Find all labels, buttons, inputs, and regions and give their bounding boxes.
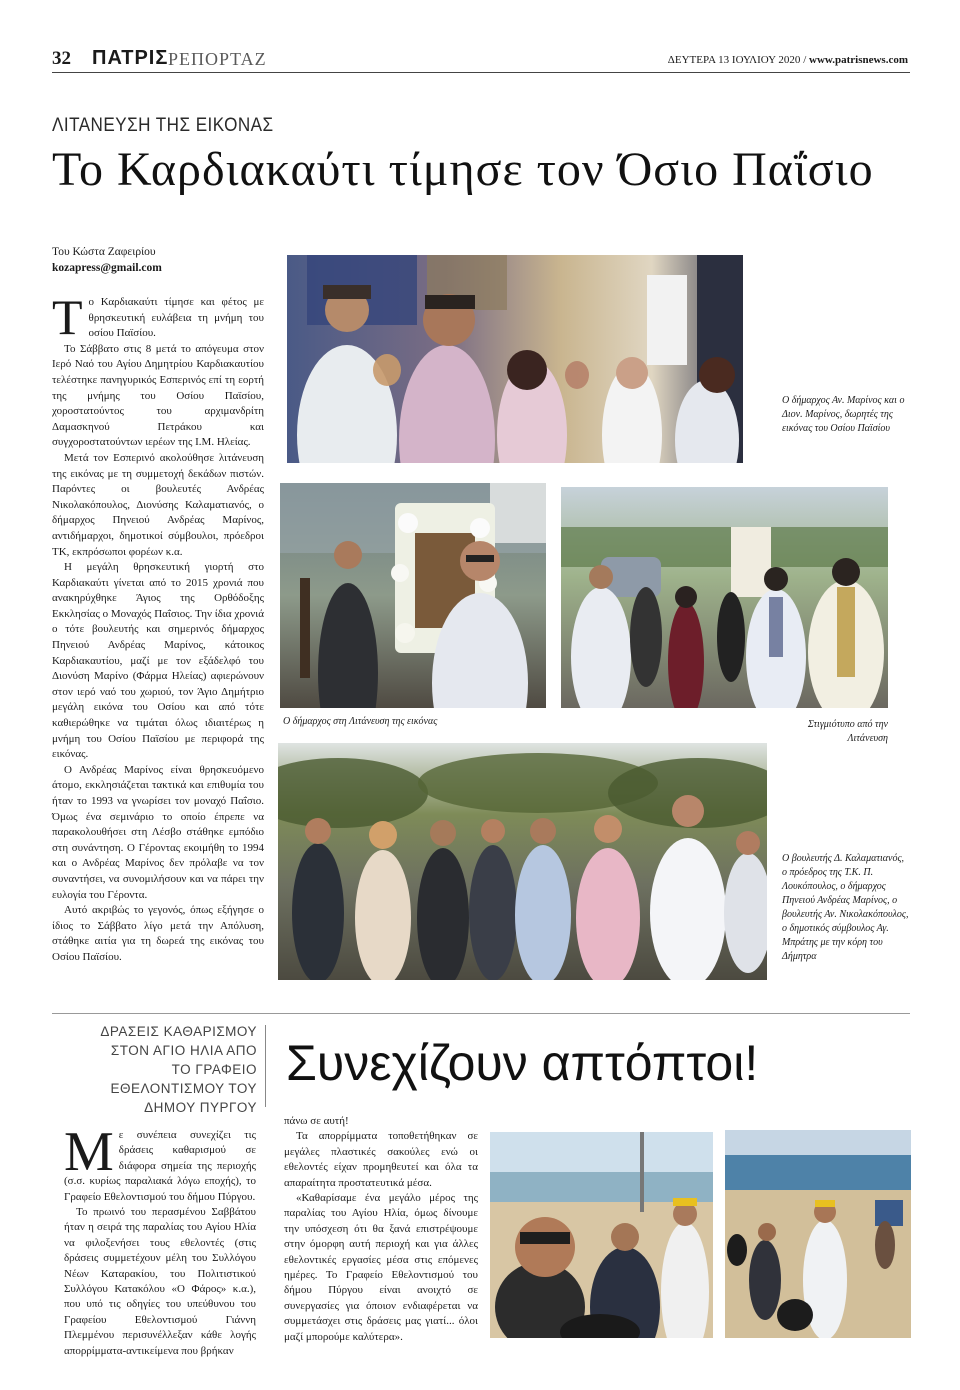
paragraph: Με συνέπεια συνεχίζει τις δράσεις καθαρισμού σε διάφορα σημεία της περιοχής (σ.σ. κυρίως παραλιακά λόγω εποχής), το Γραφείο Εθελοντισμού του δήμου Πύργου. [64, 1121, 256, 1203]
paragraph: Το Καρδιακαύτι τίμησε και φέτος με θρησκευτική ευλάβεια τη μνήμη του οσίου Παϊσίου. [52, 289, 264, 345]
article2-column-a [64, 1121, 256, 1359]
photo1-caption: Ο δήμαρχος Αν. Μαρίνος και ο Διον. Μαρίνος, δωρητές της εικόνας του Οσίου Παϊσίου [782, 395, 905, 434]
header-rule [52, 72, 910, 73]
article2-kicker: ΔΡΑΣΕΙΣ ΚΑΘΑΡΙΣΜΟΥ ΣΤΟΝ ΑΓΙΟ ΗΛΙΑ ΑΠΟ ΤΟ ΓΡΑΦΕΙΟ ΕΘΕΛΟΝΤΙΣΜΟΥ ΤΟΥ ΔΗΜΟΥ ΠΥΡΓΟΥ [100, 1024, 257, 1115]
article2-headline: Συνεχίζουν απτόπτοι! [286, 1035, 759, 1091]
paragraph: Μετά τον Εσπερινό ακολούθησε λιτάνευση της εικόνας με τη συμμετοχή δεκάδων πιστών. Παρόντες οι βουλευτές Ανδρέας Νικολακόπουλος, Διονύσης Καλαματιανός, ο δήμαρχος Πηνειού Ανδρέας Μαρίνος, αντιδήμαρχοι, δημοτικοί σύμβουλοι, πρόεδροι ΤΚ, εκπρόσωποι φορέων κ.α. [52, 451, 264, 558]
section-title: ΡΕΠΟΡΤΑΖ [168, 49, 267, 69]
article1-kicker: ΛΙΤΑΝΕΥΣΗ ΤΗΣ ΕΙΚΟΝΑΣ [52, 115, 274, 136]
article1-byline [52, 244, 162, 276]
article1-headline: Το Καρδιακαύτι τίμησε τον Όσιο Παΐσιο [52, 143, 874, 196]
newspaper-logo: ΠΑΤΡΙΣ [92, 47, 169, 69]
website-link[interactable]: www.patrisnews.com [809, 54, 908, 66]
section-divider [52, 1013, 910, 1014]
page-number: 32 [52, 48, 71, 69]
paragraph: Ο Ανδρέας Μαρίνος είναι θρησκευόμενο άτομο, εκκλησιάζεται τακτικά και επιθυμία του ήταν το 1993 να γνωρίσει τον μοναχό Παΐσιο. Όμως ένα σεμινάριο το οποίο έπρεπε να παρακολουθήσει στη Λέσβο στάθηκε εμπόδιο στη συνάντηση. Ο Γέροντας εκοιμήθη το 1994 και ο Ανδρέας Μαρίνος δεν πρόλαβε να τον συναντήσει, να συνομιλήσουν και να πάρει την ευλογία του Γέροντα. [52, 763, 264, 901]
paragraph: «Καθαρίσαμε ένα μεγάλο μέρος της παραλίας του Αγίου Ηλία, όμως δίνουμε την υπόσχεση ότι θα ξανά επιστρέψουμε στην όμορφη αυτή περιοχή και για άλλες εθελοντικές εργασίες μέσα στις επόμενες ημέρες. Το Γραφείο Εθελοντισμού του δήμου Πύργου είναι ανοιχτό σε συνεργασίες για όποιον ενδιαφέρεται να συμμετάσχει στις δράσεις μας γιατί... όλοι μαζί μπορούμε καλύτερα». [284, 1192, 478, 1343]
photo4-caption: Ο βουλευτής Δ. Καλαματιανός, ο πρόεδρος της Τ.Κ. Π. Λουκόπουλος, ο δήμαρχος Πηνειού Ανδρέας Μαρίνος, ο βουλευτής Αν. Νικολακόπουλος, ο δημοτικός σύμβουλος Αγ. Μπράτης με την κόρη του Δήμητρα [782, 853, 909, 962]
photo-group-officials [278, 743, 767, 980]
photo-beach-cleanup [725, 1130, 911, 1338]
article1-body [52, 289, 264, 966]
author-name: Του Κώστα Ζαφειρίου [52, 246, 156, 258]
photo-icon-procession [280, 483, 546, 708]
dateline: ΔΕΥΤΕΡΑ 13 ΙΟΥΛΙΟΥ 2020 / www.patrisnews.com [667, 54, 908, 66]
dropcap: Τ [52, 289, 83, 345]
paragraph: Το Σάββατο στις 8 μετά το απόγευμα στον Ιερό Ναό του Αγίου Δημητρίου Καρδιακαυτίου τελέστηκε πανηγυρικός Εσπερινός επί τη εορτή της μνήμης του Οσίου Παϊσίου, χοροστατούντος του αρχιμανδρίτη Δαμασκηνού Πετράκου και συγχοροστατούντων ιερέων της Ι.Μ. Ηλείας. [52, 342, 264, 449]
issue-date: ΔΕΥΤΕΡΑ 13 ΙΟΥΛΙΟΥ 2020 [667, 54, 801, 66]
dropcap: Μ [64, 1121, 114, 1183]
paragraph: Αυτό ακριβώς το γεγονός, όπως εξήγησε ο ίδιος το Σάββατο λίγο μετά την Απόλυση, στάθηκε αιτία για τη δωρεά της εικόνας του Οσίου Παϊσίου. [52, 904, 264, 963]
photo-church-interior [287, 255, 743, 463]
photo2-caption: Ο δήμαρχος στη Λιτάνευση της εικόνας [283, 716, 438, 727]
kicker-divider [265, 1025, 266, 1107]
paragraph: πάνω σε αυτή! [284, 1115, 349, 1127]
paragraph: Τα απορρίμματα τοποθετήθηκαν σε μεγάλες πλαστικές σακούλες ενώ οι εθελοντές είχαν προμηθευτεί και όλα τα απαραίτητα προστατευτικά μέσα. [284, 1130, 478, 1189]
photo-priests-procession [561, 487, 888, 708]
article2-column-b [284, 1114, 478, 1345]
paragraph: Το πρωινό του περασμένου Σαββάτου ήταν η σειρά της παραλίας του Αγίου Ηλία να φιλοξενήσει τους εθελοντές (στις δράσεις συμμετέχουν μέλη του Συλλόγου Νέων Καταρακίου, του Πολιτιστικού Συλλόγου Κατακόλου «Ο Φάρος» κ.α.), που υπό τις οδηγίες του υπεύθυνου του Γραφείου Εθελοντισμού Γιάννη Πλεμμένου περισυνέλλεξαν κάθε λογής απορρίμματα-αντικείμενα που βρήκαν [64, 1206, 256, 1357]
photo-beach-volunteers-selfie [490, 1132, 713, 1338]
photo3-caption: Στιγμιότυπο από την Λιτάνευση [807, 719, 888, 744]
author-email[interactable]: kozapress@gmail.com [52, 262, 162, 274]
paragraph: Η μεγάλη θρησκευτική γιορτή στο Καρδιακαύτι γίνεται από το 2015 χρονιά που ανακηρύχθηκε Άγιος της Ορθόδοξης Εκκλησίας ο Μοναχός Παΐσιος. Την ίδια χρονιά ο τότε βουλευτής και σημερινός δήμαρχος Πηνειού Ανδρέας Μαρίνος, κάτοικος Καρδιακαυτίου, μαζί με τον εξάδελφό του Διονύση Μαρίνο (Φάρμα Ηλείας) αφιερώνουν στον ιερό ναό του χωριού, τον Άγιο Δημήτριο μεγάλη εικόνα του Οσίου και από τότε καθιερώθηκε να τιμάται όλως ιδιαιτέρως η μνήμη του Οσίου Παϊσίου με περιφορά της εικόνας. [52, 561, 264, 761]
